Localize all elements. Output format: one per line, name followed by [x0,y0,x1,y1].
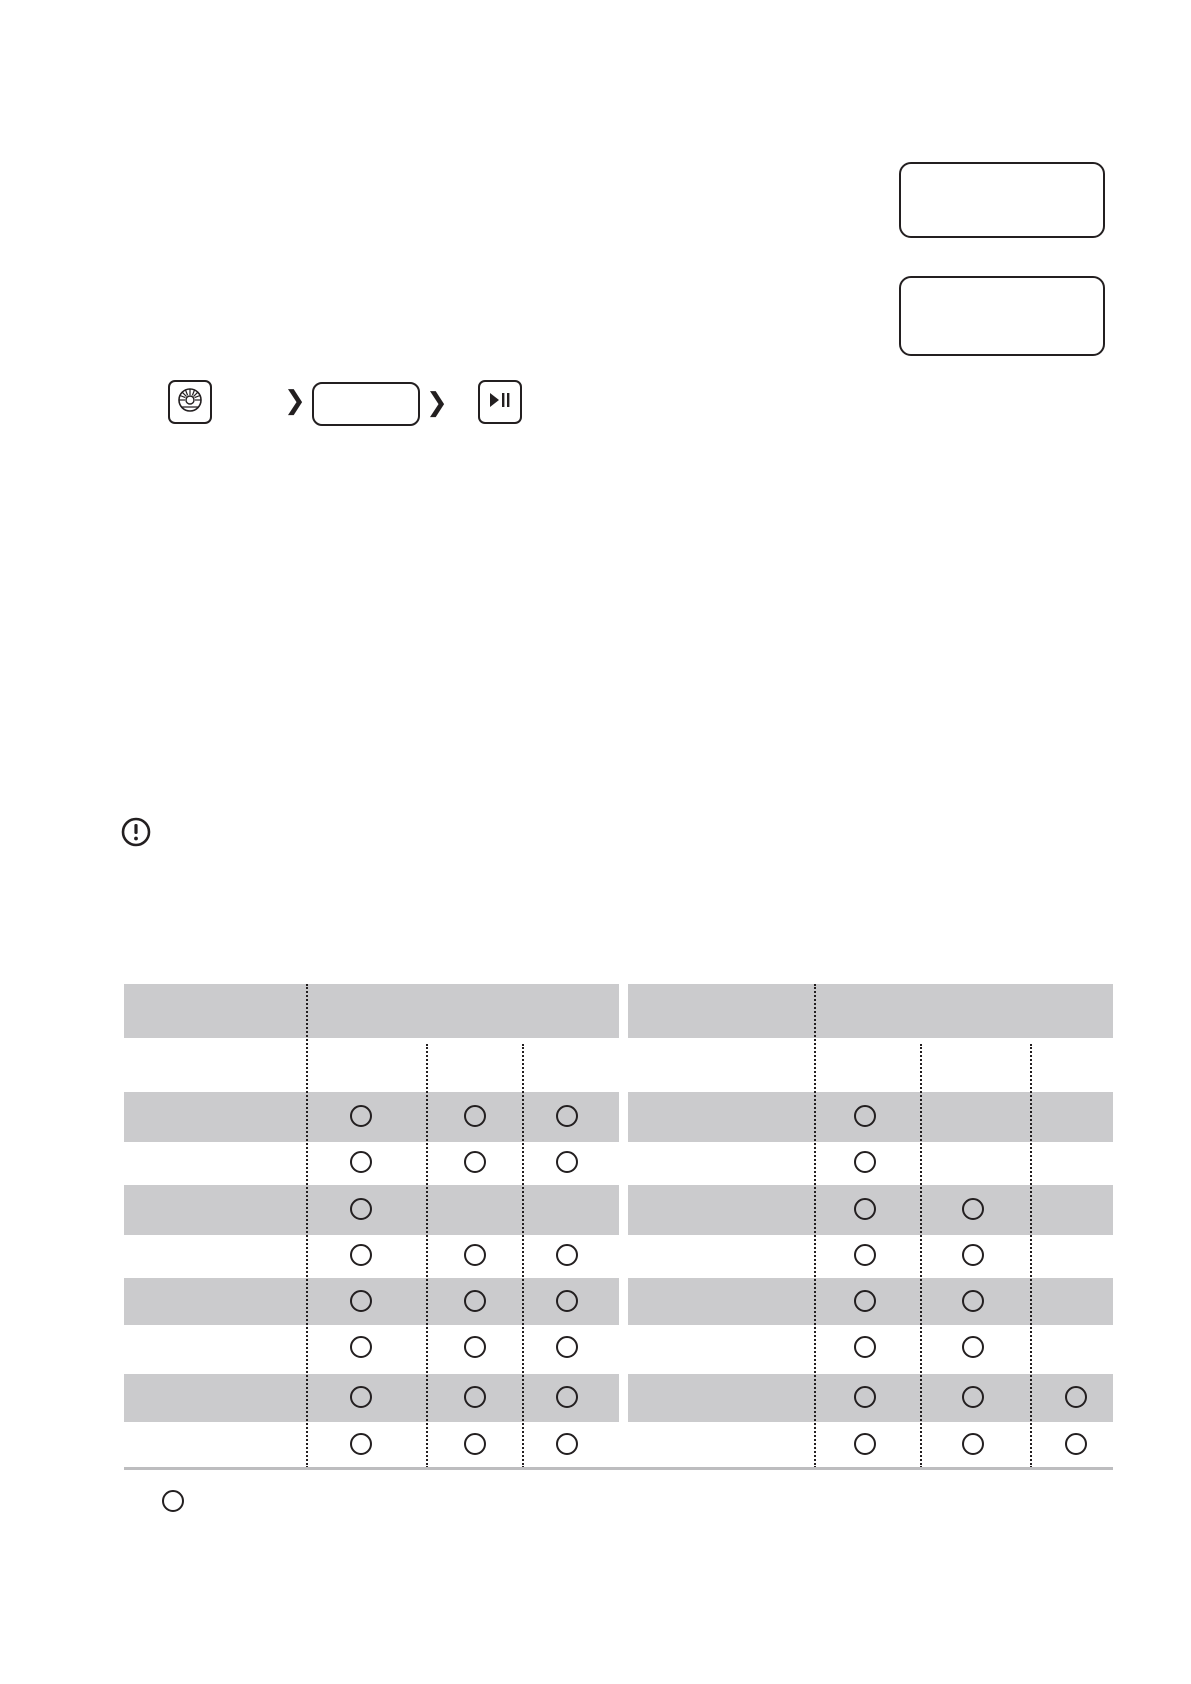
circle-mark-icon [556,1244,578,1266]
table-legend [160,1488,760,1518]
circle-mark-icon [556,1105,578,1127]
circle-mark-icon [962,1433,984,1455]
circle-mark-icon [1065,1386,1087,1408]
circle-mark-icon [1065,1433,1087,1455]
circle-mark-icon [556,1433,578,1455]
circle-mark-icon [962,1336,984,1358]
circle-mark-icon [854,1433,876,1455]
table-header-right [628,984,1113,1038]
circle-mark-icon [350,1386,372,1408]
circle-mark-icon [962,1244,984,1266]
circle-mark-icon [556,1336,578,1358]
circle-mark-icon [854,1336,876,1358]
circle-mark-icon [556,1151,578,1173]
circle-mark-icon [350,1105,372,1127]
table-header-left [124,984,619,1038]
table-divider [522,1044,524,1468]
table-divider [920,1044,922,1468]
table-divider [1030,1044,1032,1468]
circle-mark-icon [464,1151,486,1173]
circle-mark-icon [464,1290,486,1312]
circle-mark-icon [350,1433,372,1455]
circle-mark-icon [556,1386,578,1408]
circle-mark-icon [464,1433,486,1455]
circle-mark-icon [464,1386,486,1408]
circle-mark-icon [556,1290,578,1312]
circle-mark-icon [350,1336,372,1358]
circle-mark-icon [854,1198,876,1220]
circle-mark-icon [350,1290,372,1312]
circle-mark-icon [350,1244,372,1266]
circle-mark-icon [464,1105,486,1127]
circle-mark-icon [854,1151,876,1173]
circle-mark-icon [854,1290,876,1312]
table-bottom-rule [124,1467,1113,1470]
circle-mark-icon [464,1336,486,1358]
chevron-right-icon: ❯ [426,388,448,418]
table-divider [426,1044,428,1468]
circle-mark-icon [962,1290,984,1312]
circle-mark-icon [162,1490,184,1512]
circle-mark-icon [854,1244,876,1266]
circle-mark-icon [854,1386,876,1408]
table-divider [814,984,816,1468]
circle-mark-icon [464,1244,486,1266]
table-divider [306,984,308,1468]
chevron-right-icon: ❯ [284,386,306,416]
circle-mark-icon [962,1386,984,1408]
circle-mark-icon [962,1198,984,1220]
circle-mark-icon [854,1105,876,1127]
circle-mark-icon [350,1151,372,1173]
circle-mark-icon [350,1198,372,1220]
